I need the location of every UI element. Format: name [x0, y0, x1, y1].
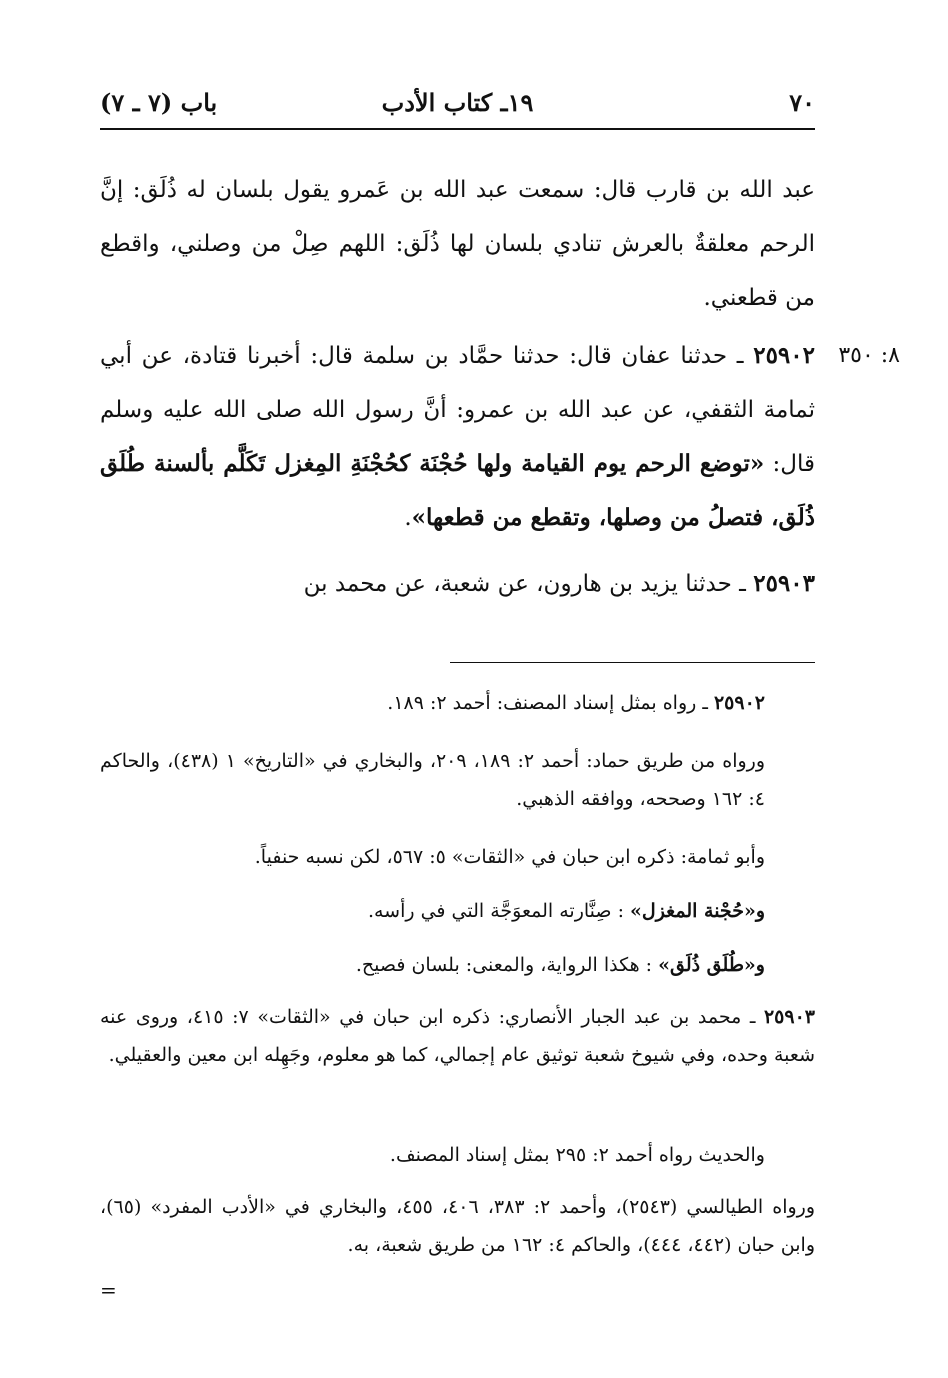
book-title: ١٩ـ كتاب الأدب: [381, 88, 534, 117]
footnote-text: : صِنَّارته المعوَجَّة التي في رأسه.: [367, 900, 631, 922]
hadith-isnad: ـ حدثنا يزيد بن هارون، عن شعبة، عن محمد بن: [303, 571, 754, 597]
margin-reference: ٨: ٣٥٠: [838, 343, 900, 368]
footnote-continuation-mark: =: [100, 1278, 117, 1302]
hadith-isnad: ـ حدثنا عفان قال: حدثنا حمَّاد بن سلمة قال: أخبرنا قتادة، عن أبي ثمامة الثقفي، عن عبد الله بن عمرو: أنَّ رسول الله صلى الله عليه وسلم قال:: [100, 343, 815, 477]
footnote-term: و«حُجْنة المغزل»: [630, 900, 765, 922]
header-rule: [100, 128, 815, 130]
hadith-end: .: [404, 505, 412, 531]
hadith-matn: «توضع الرحم يوم القيامة ولها حُجْنَة كحُجْنَةِ المِغزل تَكَلَّم بألسنة طُلَق ذُلَق، فتصلُ من وصلها، وتقطع من قطعها»: [100, 450, 815, 531]
footnote-paragraph: والحديث رواه أحمد ٢: ٢٩٥ بمثل إسناد المصنف.: [389, 1144, 765, 1166]
footnote-term: و«طُلَق ذُلَق»: [658, 954, 765, 976]
footnote-number: ٢٥٩٠٣: [763, 1006, 815, 1028]
footnote-text: ـ رواه بمثل إسناد المصنف: أحمد ٢: ١٨٩.: [387, 692, 714, 714]
footnote-25902: [100, 684, 815, 722]
chapter-label: باب (٧ ـ ٧): [100, 88, 218, 117]
hadith-number: ٢٥٩٠٣: [753, 570, 815, 597]
running-header: [100, 84, 815, 124]
footnote-separator: [450, 662, 815, 663]
footnote-25903: [100, 998, 815, 1074]
hadith-25903: [100, 557, 815, 611]
footnote-paragraph: [100, 946, 815, 984]
hadith-25902: [100, 329, 815, 545]
footnote-text: ـ محمد بن عبد الجبار الأنصاري: ذكره ابن حبان في «الثقات» ٧: ٤١٥، وروى عنه شعبة وحده، وفي شيوخ شعبة توثيق عام إجمالي، كما هو معلوم، وجَهِله ابن معين والعقيلي.: [100, 1006, 815, 1066]
footnote-paragraph: [100, 892, 815, 930]
footnote-text: : هكذا الرواية، والمعنى: بلسان فصيح.: [355, 954, 659, 976]
footnote-paragraph: وأبو ثمامة: ذكره ابن حبان في «الثقات» ٥: ٥٦٧، لكن نسبه حنفياً.: [254, 846, 765, 868]
footnote-paragraph: ورواه الطيالسي (٢٥٤٣)، وأحمد ٢: ٣٨٣، ٤٠٦، ٤٥٥، والبخاري في «الأدب المفرد» (٦٥)، وابن حبان (٤٤٢، ٤٤٤)، والحاكم ٤: ١٦٢ من طريق شعبة، به.: [100, 1196, 815, 1256]
hadith-number: ٢٥٩٠٢: [753, 342, 815, 369]
footnote-paragraph: ورواه من طريق حماد: أحمد ٢: ١٨٩، ٢٠٩، والبخاري في «التاريخ» ١ (٤٣٨)، والحاكم ٤: ١٦٢ وصححه، ووافقه الذهبي.: [100, 750, 766, 810]
page-number: ٧٠: [789, 88, 815, 117]
paragraph-continued: عبد الله بن قارب قال: سمعت عبد الله بن عَمرو يقول بلسان له ذُلَق: إنَّ الرحم معلقةٌ بالعرش تنادي بلسان لها ذُلَق: اللهم صِلْ من وصلني، واقطع من قطعني.: [100, 177, 815, 311]
footnote-number: ٢٥٩٠٢: [713, 692, 765, 714]
